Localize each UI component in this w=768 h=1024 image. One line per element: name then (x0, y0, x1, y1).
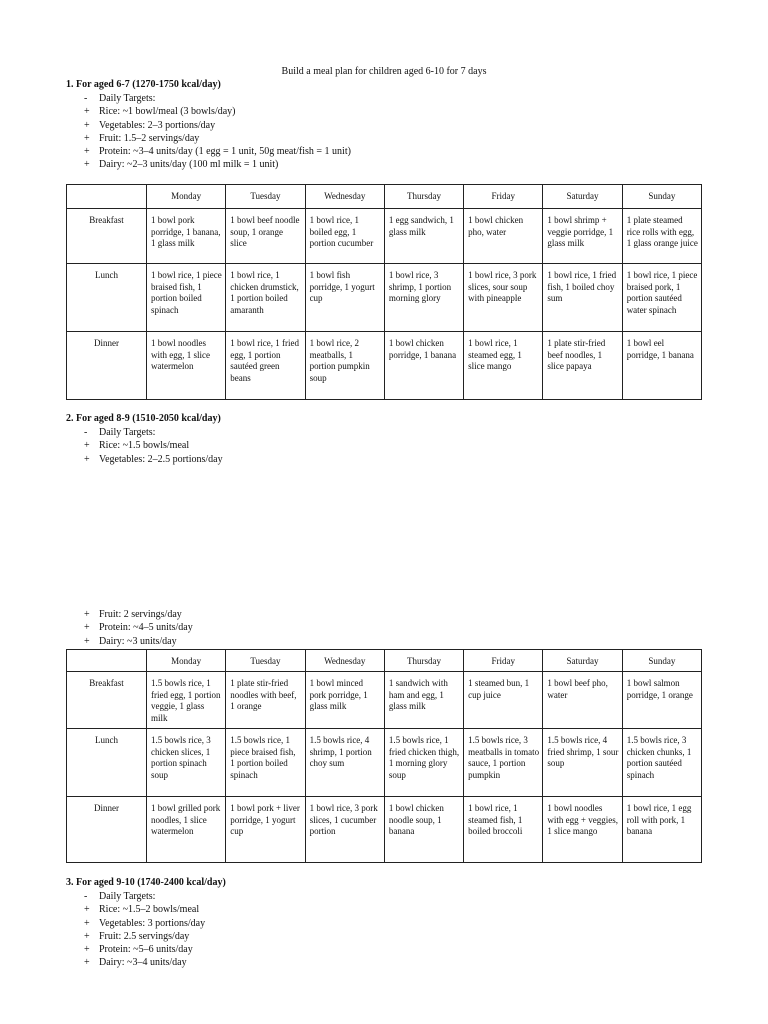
day-header: Saturday (543, 650, 622, 672)
meal-cell: 1 bowl rice, 3 pork slices, 1 cucumber portion (305, 797, 384, 863)
target-text: Fruit: 2.5 servings/day (99, 930, 190, 942)
target-text: Protein: ~4–5 units/day (99, 622, 193, 634)
target-item (84, 92, 351, 105)
target-item (84, 903, 205, 916)
bullet-marker: + (84, 944, 90, 956)
bullet-marker: + (84, 609, 90, 620)
meal-cell: 1 bowl beef pho, water (543, 672, 622, 729)
day-header: Monday (147, 650, 226, 672)
target-item (84, 439, 223, 452)
target-text: Rice: ~1.5 bowls/meal (99, 440, 190, 452)
meal-cell: 1 bowl rice, 1 piece braised pork, 1 portion sautéed water spinach (622, 264, 701, 332)
meal-cell: 1 bowl noodles with egg, 1 slice watermelon (147, 332, 226, 400)
target-text: Protein: ~5–6 units/day (99, 944, 193, 956)
meal-label: Dinner (67, 797, 147, 863)
bullet-marker: + (84, 440, 90, 452)
meal-cell: 1 bowl eel porridge, 1 banana (622, 332, 701, 400)
document-title: Build a meal plan for children aged 6-10 for 7 days (281, 66, 487, 77)
target-item (84, 890, 205, 903)
bullet-marker: + (84, 119, 90, 131)
meal-cell: 1 egg sandwich, 1 glass milk (384, 209, 463, 264)
meal-cell: 1 bowl minced pork porridge, 1 glass milk (305, 672, 384, 729)
meal-label: Breakfast (67, 672, 147, 729)
day-header: Saturday (543, 185, 622, 209)
bullet-marker: + (84, 159, 90, 171)
table-header-row (67, 650, 702, 672)
meal-cell: 1 bowl rice, 1 chicken drumstick, 1 portion boiled amaranth (226, 264, 305, 332)
target-item (84, 917, 205, 930)
target-text: Daily Targets: (99, 891, 156, 902)
table-corner-cell (67, 185, 147, 209)
meal-cell: 1 bowl rice, 1 fried fish, 1 boiled choy sum (543, 264, 622, 332)
target-item (84, 943, 205, 956)
meal-cell: 1 bowl rice, 1 egg roll with pork, 1 banana (622, 797, 701, 863)
target-item (84, 105, 351, 118)
meal-plan-table-aged-8-9 (66, 649, 702, 863)
meal-cell: 1 plate stir-fried noodles with beef, 1 orange (226, 672, 305, 729)
meal-cell: 1.5 bowls rice, 1 fried chicken thigh, 1 morning glory soup (384, 729, 463, 797)
meal-cell: 1 bowl chicken noodle soup, 1 banana (384, 797, 463, 863)
target-item (84, 635, 193, 648)
table-row (67, 797, 702, 863)
day-header: Thursday (384, 650, 463, 672)
bullet-marker: + (84, 957, 90, 969)
meal-cell: 1 bowl rice, 1 steamed egg, 1 slice mango (464, 332, 543, 400)
target-item (84, 145, 351, 158)
bullet-marker: + (84, 132, 90, 144)
day-header: Wednesday (305, 185, 384, 209)
day-header: Sunday (622, 650, 701, 672)
meal-cell: 1.5 bowls rice, 3 meatballs in tomato sauce, 1 portion pumpkin (464, 729, 543, 797)
table-header-row (67, 185, 702, 209)
day-header: Friday (464, 185, 543, 209)
meal-cell: 1 bowl rice, 1 fried egg, 1 portion sautéed green beans (226, 332, 305, 400)
meal-label: Breakfast (67, 209, 147, 264)
meal-cell: 1 sandwich with ham and egg, 1 glass milk (384, 672, 463, 729)
bullet-marker: - (84, 891, 88, 902)
section-1-heading: 1. For aged 6-7 (1270-1750 kcal/day) (66, 79, 221, 90)
table-row (67, 332, 702, 400)
table-corner-cell (67, 650, 147, 672)
target-item (84, 956, 205, 969)
target-text: Rice: ~1 bowl/meal (3 bowls/day) (99, 106, 236, 118)
section-3-heading: 3. For aged 9-10 (1740-2400 kcal/day) (66, 877, 226, 888)
target-text: Vegetables: 2–2.5 portions/day (99, 453, 223, 465)
bullet-marker: - (84, 427, 88, 438)
meal-label: Lunch (67, 264, 147, 332)
bullet-marker: + (84, 930, 90, 942)
day-header: Thursday (384, 185, 463, 209)
target-text: Dairy: ~2–3 units/day (100 ml milk = 1 unit) (99, 159, 279, 171)
day-header: Friday (464, 650, 543, 672)
meal-cell: 1 steamed bun, 1 cup juice (464, 672, 543, 729)
meal-cell: 1.5 bowls rice, 3 chicken chunks, 1 portion sautéed spinach (622, 729, 701, 797)
target-item (84, 158, 351, 171)
section-1-targets (84, 92, 351, 172)
meal-cell: 1 bowl fish porridge, 1 yogurt cup (305, 264, 384, 332)
meal-plan-table-aged-6-7 (66, 184, 702, 400)
meal-cell: 1 bowl rice, 2 meatballs, 1 portion pumpkin soup (305, 332, 384, 400)
bullet-marker: - (84, 93, 88, 104)
target-text: Vegetables: 2–3 portions/day (99, 119, 216, 131)
day-header: Tuesday (226, 650, 305, 672)
meal-cell: 1 bowl rice, 3 shrimp, 1 portion morning glory (384, 264, 463, 332)
target-text: Rice: ~1.5–2 bowls/meal (99, 904, 200, 916)
meal-cell: 1 bowl rice, 1 boiled egg, 1 portion cucumber (305, 209, 384, 264)
section-2-heading: 2. For aged 8-9 (1510-2050 kcal/day) (66, 413, 221, 424)
bullet-marker: + (84, 904, 90, 916)
target-item (84, 426, 223, 439)
meal-label: Lunch (67, 729, 147, 797)
bullet-marker: + (84, 146, 90, 158)
section-2-targets-bottom (84, 608, 193, 648)
meal-cell: 1.5 bowls rice, 1 piece braised fish, 1 portion boiled spinach (226, 729, 305, 797)
meal-cell: 1 bowl rice, 1 piece braised fish, 1 portion boiled spinach (147, 264, 226, 332)
bullet-marker: + (84, 622, 90, 634)
target-text: Vegetables: 3 portions/day (99, 917, 206, 929)
bullet-marker: + (84, 635, 90, 647)
meal-cell: 1 bowl grilled pork noodles, 1 slice watermelon (147, 797, 226, 863)
target-item (84, 930, 205, 943)
meal-cell: 1 plate stir-fried beef noodles, 1 slice papaya (543, 332, 622, 400)
meal-cell: 1 bowl pork + liver porridge, 1 yogurt cup (226, 797, 305, 863)
target-text: Fruit: 1.5–2 servings/day (99, 132, 200, 144)
bullet-marker: + (84, 106, 90, 118)
table-row (67, 209, 702, 264)
meal-cell: 1 plate steamed rice rolls with egg, 1 glass orange juice (622, 209, 701, 264)
meal-cell: 1 bowl rice, 1 steamed fish, 1 boiled broccoli (464, 797, 543, 863)
target-item (84, 132, 351, 145)
meal-cell: 1.5 bowls rice, 4 fried shrimp, 1 sour soup (543, 729, 622, 797)
day-header: Monday (147, 185, 226, 209)
table-row (67, 729, 702, 797)
bullet-marker: + (84, 453, 90, 465)
target-text: Daily Targets: (99, 93, 156, 104)
table-row (67, 672, 702, 729)
target-text: Protein: ~3–4 units/day (1 egg = 1 unit, 50g meat/fish = 1 unit) (99, 146, 351, 158)
meal-cell: 1 bowl shrimp + veggie porridge, 1 glass milk (543, 209, 622, 264)
meal-cell: 1 bowl noodles with egg + veggies, 1 slice mango (543, 797, 622, 863)
meal-cell: 1 bowl chicken porridge, 1 banana (384, 332, 463, 400)
day-header: Wednesday (305, 650, 384, 672)
target-item (84, 621, 193, 634)
section-3-targets (84, 890, 205, 970)
meal-cell: 1.5 bowls rice, 4 shrimp, 1 portion choy sum (305, 729, 384, 797)
meal-cell: 1.5 bowls rice, 1 fried egg, 1 portion veggie, 1 glass milk (147, 672, 226, 729)
meal-cell: 1 bowl pork porridge, 1 banana, 1 glass milk (147, 209, 226, 264)
day-header: Tuesday (226, 185, 305, 209)
target-item (84, 119, 351, 132)
meal-cell: 1 bowl rice, 3 pork slices, sour soup with pineapple (464, 264, 543, 332)
bullet-marker: + (84, 917, 90, 929)
target-text: Fruit: 2 servings/day (99, 609, 182, 620)
table-row (67, 264, 702, 332)
target-text: Daily Targets: (99, 427, 156, 438)
target-item (84, 608, 193, 621)
day-header: Sunday (622, 185, 701, 209)
section-2-targets-top (84, 426, 223, 466)
meal-cell: 1 bowl chicken pho, water (464, 209, 543, 264)
meal-cell: 1 bowl beef noodle soup, 1 orange slice (226, 209, 305, 264)
meal-cell: 1.5 bowls rice, 3 chicken slices, 1 portion spinach soup (147, 729, 226, 797)
target-item (84, 453, 223, 466)
target-text: Dairy: ~3 units/day (99, 635, 177, 647)
meal-label: Dinner (67, 332, 147, 400)
meal-cell: 1 bowl salmon porridge, 1 orange (622, 672, 701, 729)
target-text: Dairy: ~3–4 units/day (99, 957, 187, 969)
